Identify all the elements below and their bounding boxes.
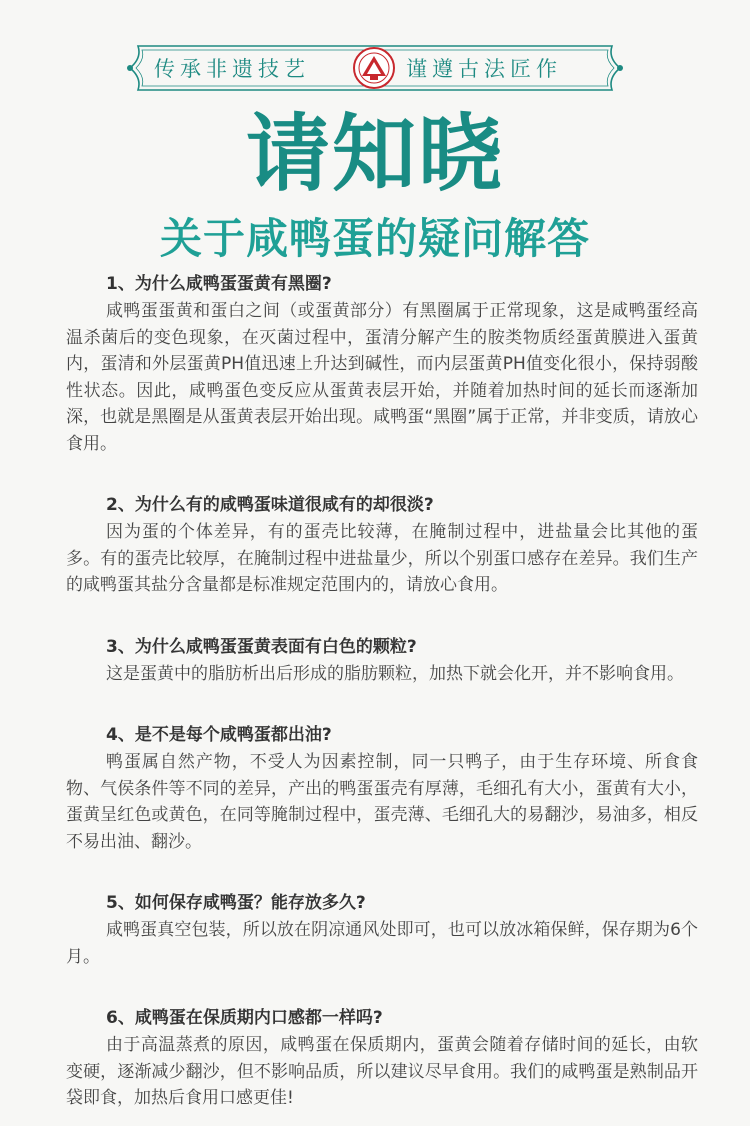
faq-answer-4: 鸭蛋属自然产物，不受人为因素控制，同一只鸭子，由于生存环境、所食食物、气侯条件等不同的差异，产出的鸭蛋蛋壳有厚薄，毛细孔有大小，蛋黄有大小，蛋黄呈红色或黄色，在同等腌制过程中，蛋壳薄、毛细孔大的易翻沙，易油多，相反不易出油、翻沙。 <box>66 752 698 852</box>
faq-list <box>66 270 698 1112</box>
faq-question-6: 6、咸鸭蛋在保质期内口感都一样吗? <box>106 1008 383 1028</box>
faq-question-4: 4、是不是每个咸鸭蛋都出油? <box>106 725 332 745</box>
page-subtitle: 关于咸鸭蛋的疑问解答 <box>159 214 590 263</box>
page-title: 请知晓 <box>245 105 504 203</box>
faq-question-5: 5、如何保存咸鸭蛋？能存放多久? <box>106 893 366 913</box>
faq-answer-3: 这是蛋黄中的脂肪析出后形成的脂肪颗粒，加热下就会化开，并不影响食用。 <box>106 663 684 684</box>
banner-right-text: 谨遵古法匠作 <box>406 57 562 81</box>
faq-question-2: 2、为什么有的咸鸭蛋味道很咸有的却很淡? <box>106 495 434 515</box>
faq-answer-1: 咸鸭蛋蛋黄和蛋白之间（或蛋黄部分）有黑圈属于正常现象，这是咸鸭蛋经高温杀菌后的变色现象，在灭菌过程中，蛋清分解产生的胺类物质经蛋黄膜进入蛋黄内，蛋清和外层蛋黄PH值迅速上升达到碱性，而内层蛋黄PH值变化很小，保持弱酸性状态。因此，咸鸭蛋色变反应从蛋黄表层开始，并随着加热时间的延长而逐渐加深，也就是黑圈是从蛋黄表层开始出现。咸鸭蛋“黑圈”属于正常，并非变质，请放心食用。 <box>66 301 698 454</box>
top-banner <box>124 40 626 96</box>
faq-question-1: 1、为什么咸鸭蛋蛋黄有黑圈? <box>106 274 332 294</box>
seal-logo-icon <box>352 46 396 90</box>
banner-left-text: 传承非遗技艺 <box>154 57 310 81</box>
faq-answer-6: 由于高温蒸煮的原因，咸鸭蛋在保质期内，蛋黄会随着存储时间的延长，由软变硬，逐渐减少翻沙，但不影响品质，所以建议尽早食用。我们的咸鸭蛋是熟制品开袋即食，加热后食用口感更佳! <box>66 1035 698 1108</box>
faq-answer-5: 咸鸭蛋真空包装，所以放在阴凉通风处即可，也可以放冰箱保鲜，保存期为6个月。 <box>66 920 698 967</box>
faq-question-3: 3、为什么咸鸭蛋蛋黄表面有白色的颗粒? <box>106 636 417 657</box>
faq-answer-2: 因为蛋的个体差异，有的蛋壳比较薄，在腌制过程中，进盐量会比其他的蛋多。有的蛋壳比较厚，在腌制过程中进盐量少，所以个别蛋口感存在差异。我们生产的咸鸭蛋其盐分含量都是标准规定范围内的，请放心食用。 <box>66 522 698 595</box>
